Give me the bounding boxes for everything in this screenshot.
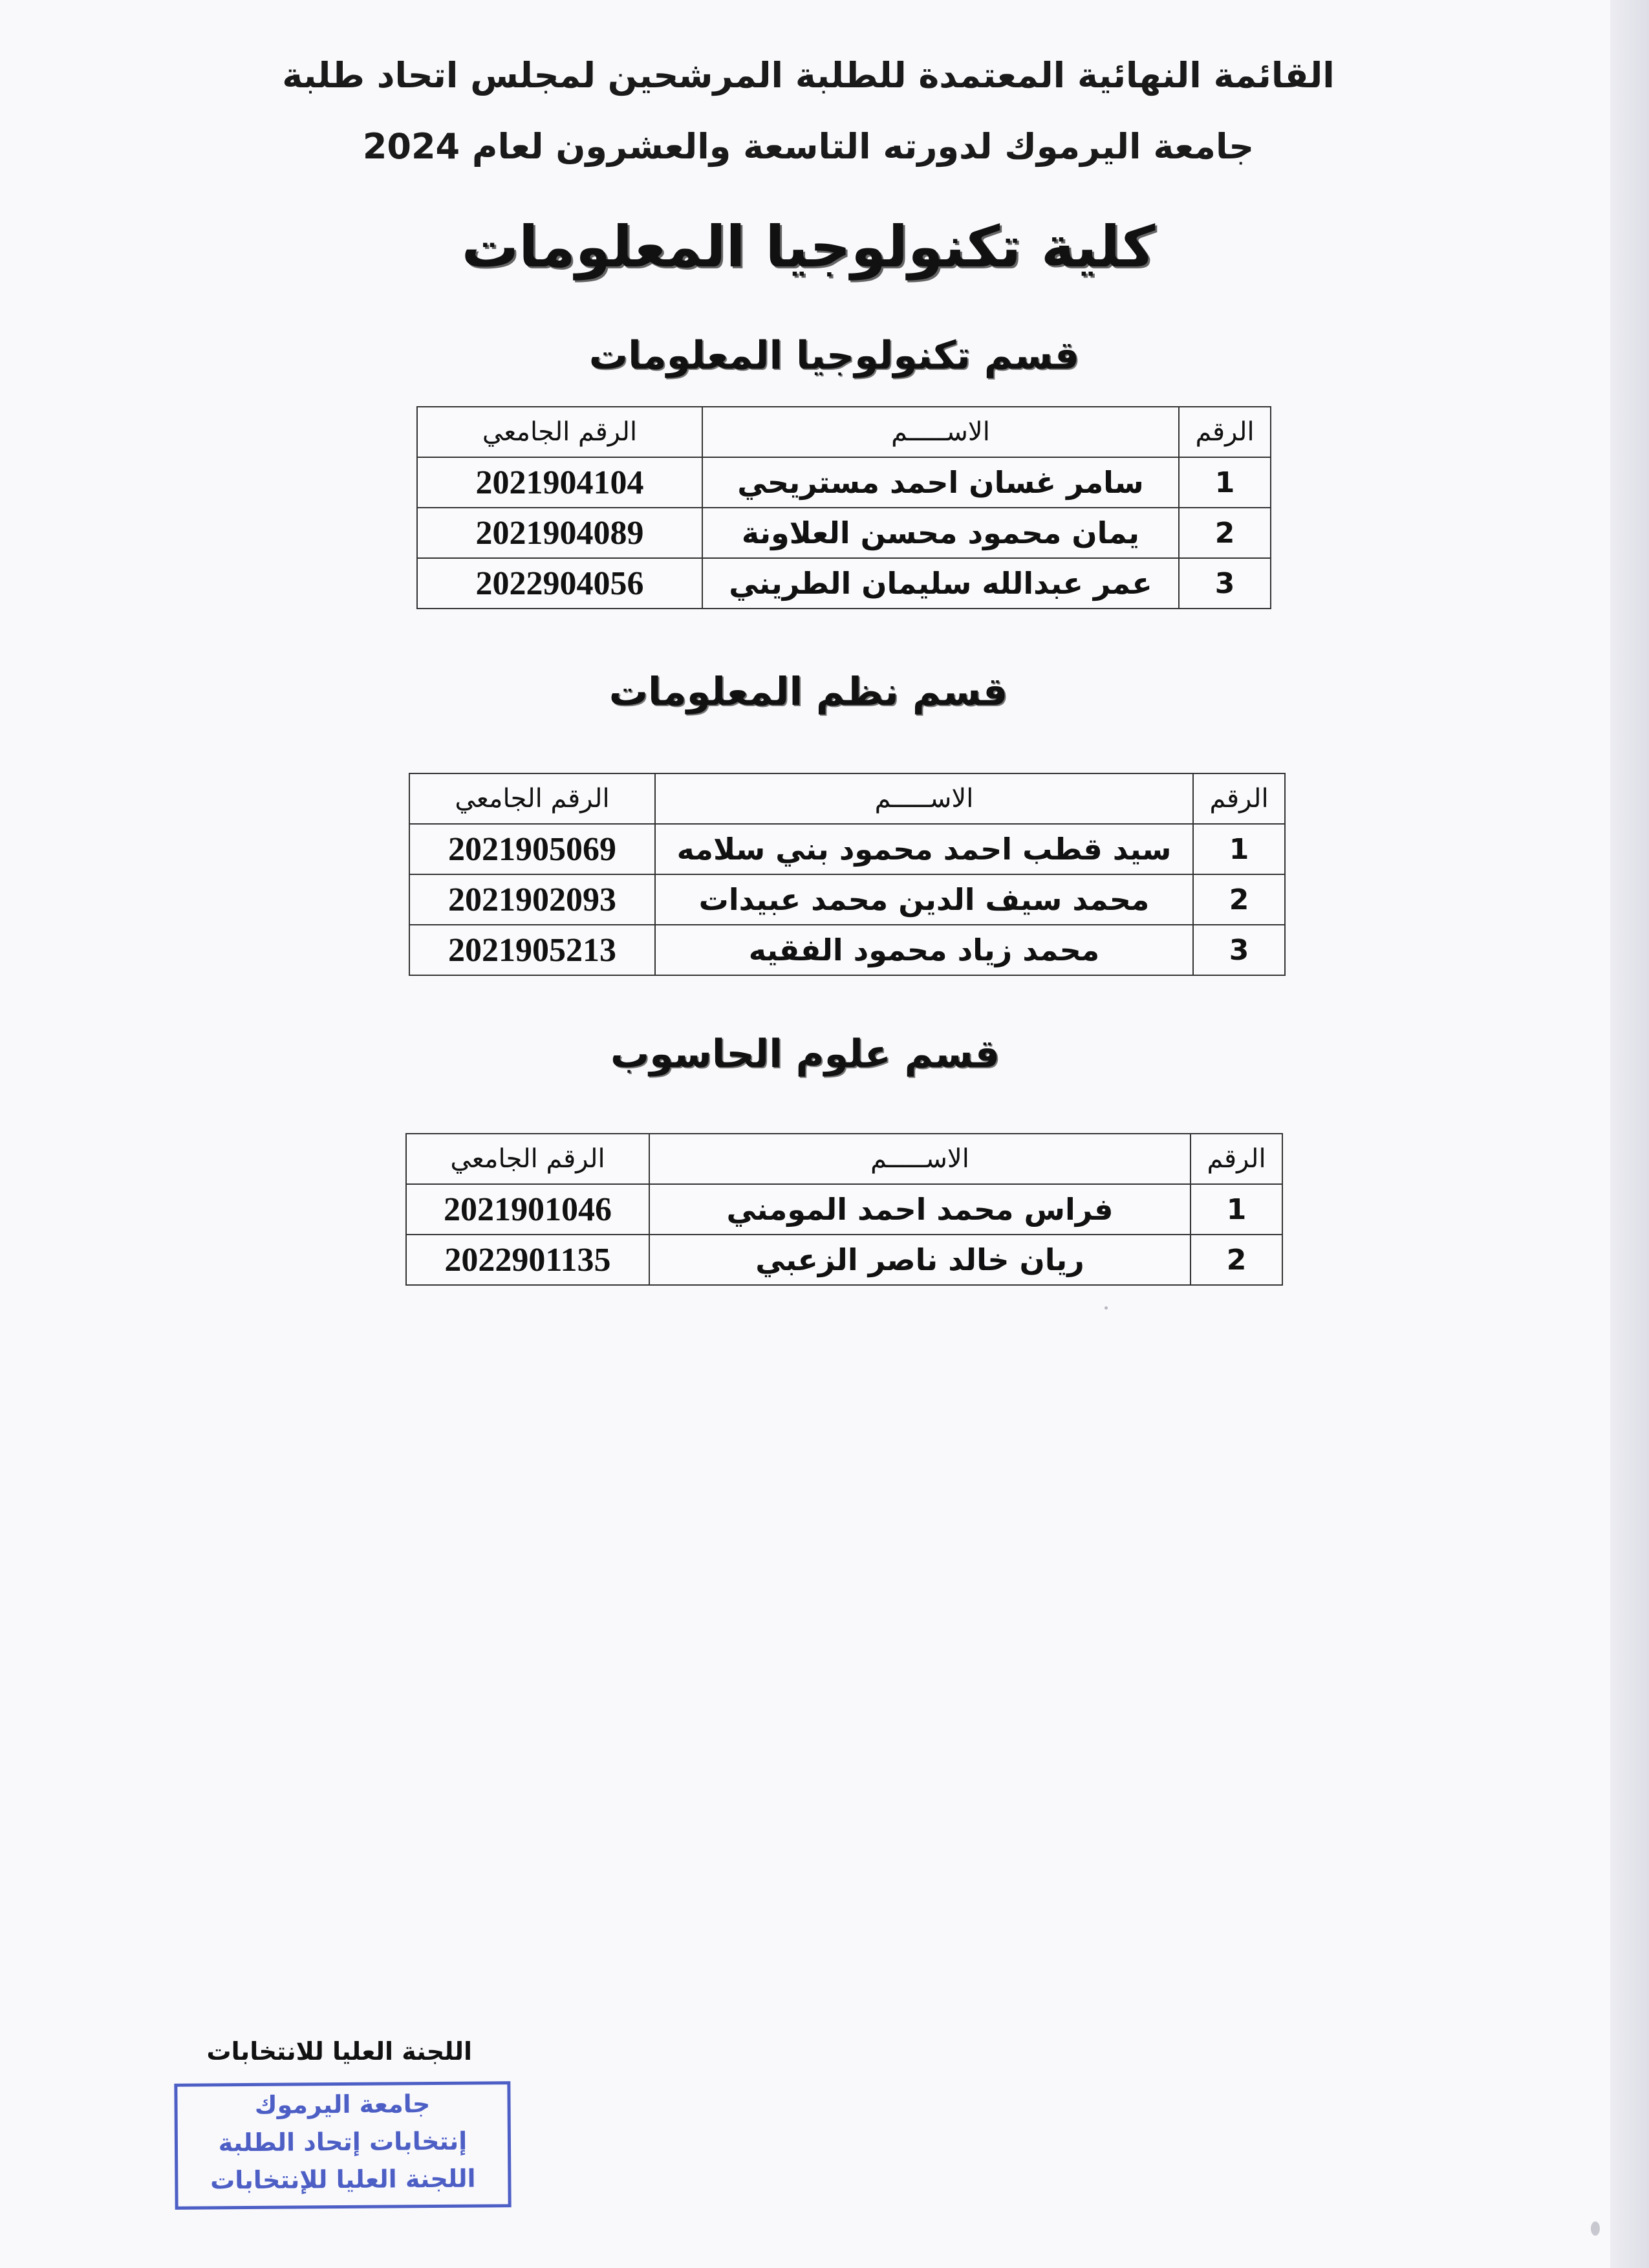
- table-row: [417, 457, 1271, 508]
- column-header-num: الرقم: [1191, 1134, 1282, 1184]
- row-name: فراس محمد احمد المومني: [649, 1184, 1191, 1235]
- table-header-row: [406, 1134, 1282, 1184]
- row-name: ريان خالد ناصر الزعبي: [649, 1235, 1191, 1285]
- department-table: [409, 773, 1286, 976]
- column-header-id: الرقم الجامعي: [417, 407, 702, 457]
- scan-speck: [1105, 1306, 1108, 1310]
- department-title: قسم تكنولوجيا المعلومات: [588, 333, 1080, 378]
- table-row: [417, 508, 1271, 558]
- row-id: 2021904089: [417, 508, 702, 558]
- row-id: 2021902093: [409, 874, 655, 925]
- table-row: [406, 1235, 1282, 1285]
- stamp-line: إنتخابات إتحاد الطلبة: [218, 2126, 468, 2157]
- header-line-1: القائمة النهائية المعتمدة للطلبة المرشحين لمجلس اتحاد طلبة: [282, 55, 1335, 96]
- table-row: [409, 824, 1285, 874]
- row-name: عمر عبدالله سليمان الطريني: [702, 558, 1179, 609]
- column-header-num: الرقم: [1193, 773, 1285, 824]
- row-name: سامر غسان احمد مستريحي: [702, 457, 1179, 508]
- table-header-row: [409, 773, 1285, 824]
- row-num: 1: [1193, 824, 1285, 874]
- row-name: محمد زياد محمود الفقيه: [655, 925, 1193, 975]
- table-row: [409, 874, 1285, 925]
- table-row: [417, 558, 1271, 609]
- row-num: 3: [1193, 925, 1285, 975]
- column-header-name: الاســـــم: [649, 1134, 1191, 1184]
- column-header-name: الاســـــم: [702, 407, 1179, 457]
- department-table: [405, 1133, 1283, 1286]
- scan-speck: [1591, 2221, 1600, 2236]
- stamp-line: جامعة اليرموك: [254, 2090, 431, 2119]
- scan-edge: [1610, 0, 1649, 2268]
- faculty-title: كلية تكنولوجيا المعلومات: [461, 213, 1156, 280]
- row-id: 2021904104: [417, 457, 702, 508]
- table-row: [409, 925, 1285, 975]
- table-header-row: [417, 407, 1271, 457]
- row-num: 1: [1179, 457, 1271, 508]
- election-committee-stamp: [174, 2081, 511, 2210]
- row-name: محمد سيف الدين محمد عبيدات: [655, 874, 1193, 925]
- department-table: [416, 406, 1271, 609]
- row-id: 2021905069: [409, 824, 655, 874]
- column-header-num: الرقم: [1179, 407, 1271, 457]
- column-header-id: الرقم الجامعي: [409, 773, 655, 824]
- row-id: 2022904056: [417, 558, 702, 609]
- row-name: يمان محمود محسن العلاونة: [702, 508, 1179, 558]
- column-header-id: الرقم الجامعي: [406, 1134, 649, 1184]
- row-num: 2: [1193, 874, 1285, 925]
- row-num: 1: [1191, 1184, 1282, 1235]
- table-row: [406, 1184, 1282, 1235]
- stamp-line: اللجنة العليا للإنتخابات: [210, 2164, 476, 2195]
- department-title: قسم نظم المعلومات: [609, 669, 1008, 715]
- column-header-name: الاســـــم: [655, 773, 1193, 824]
- row-id: 2021905213: [409, 925, 655, 975]
- department-title: قسم علوم الحاسوب: [610, 1031, 1000, 1077]
- committee-label: اللجنة العليا للانتخابات: [206, 2037, 472, 2066]
- row-id: 2022901135: [406, 1235, 649, 1285]
- row-name: سيد قطب احمد محمود بني سلامه: [655, 824, 1193, 874]
- row-num: 2: [1179, 508, 1271, 558]
- row-num: 3: [1179, 558, 1271, 609]
- header-line-2: جامعة اليرموك لدورته التاسعة والعشرون لعام 2024: [362, 126, 1255, 167]
- row-num: 2: [1191, 1235, 1282, 1285]
- row-id: 2021901046: [406, 1184, 649, 1235]
